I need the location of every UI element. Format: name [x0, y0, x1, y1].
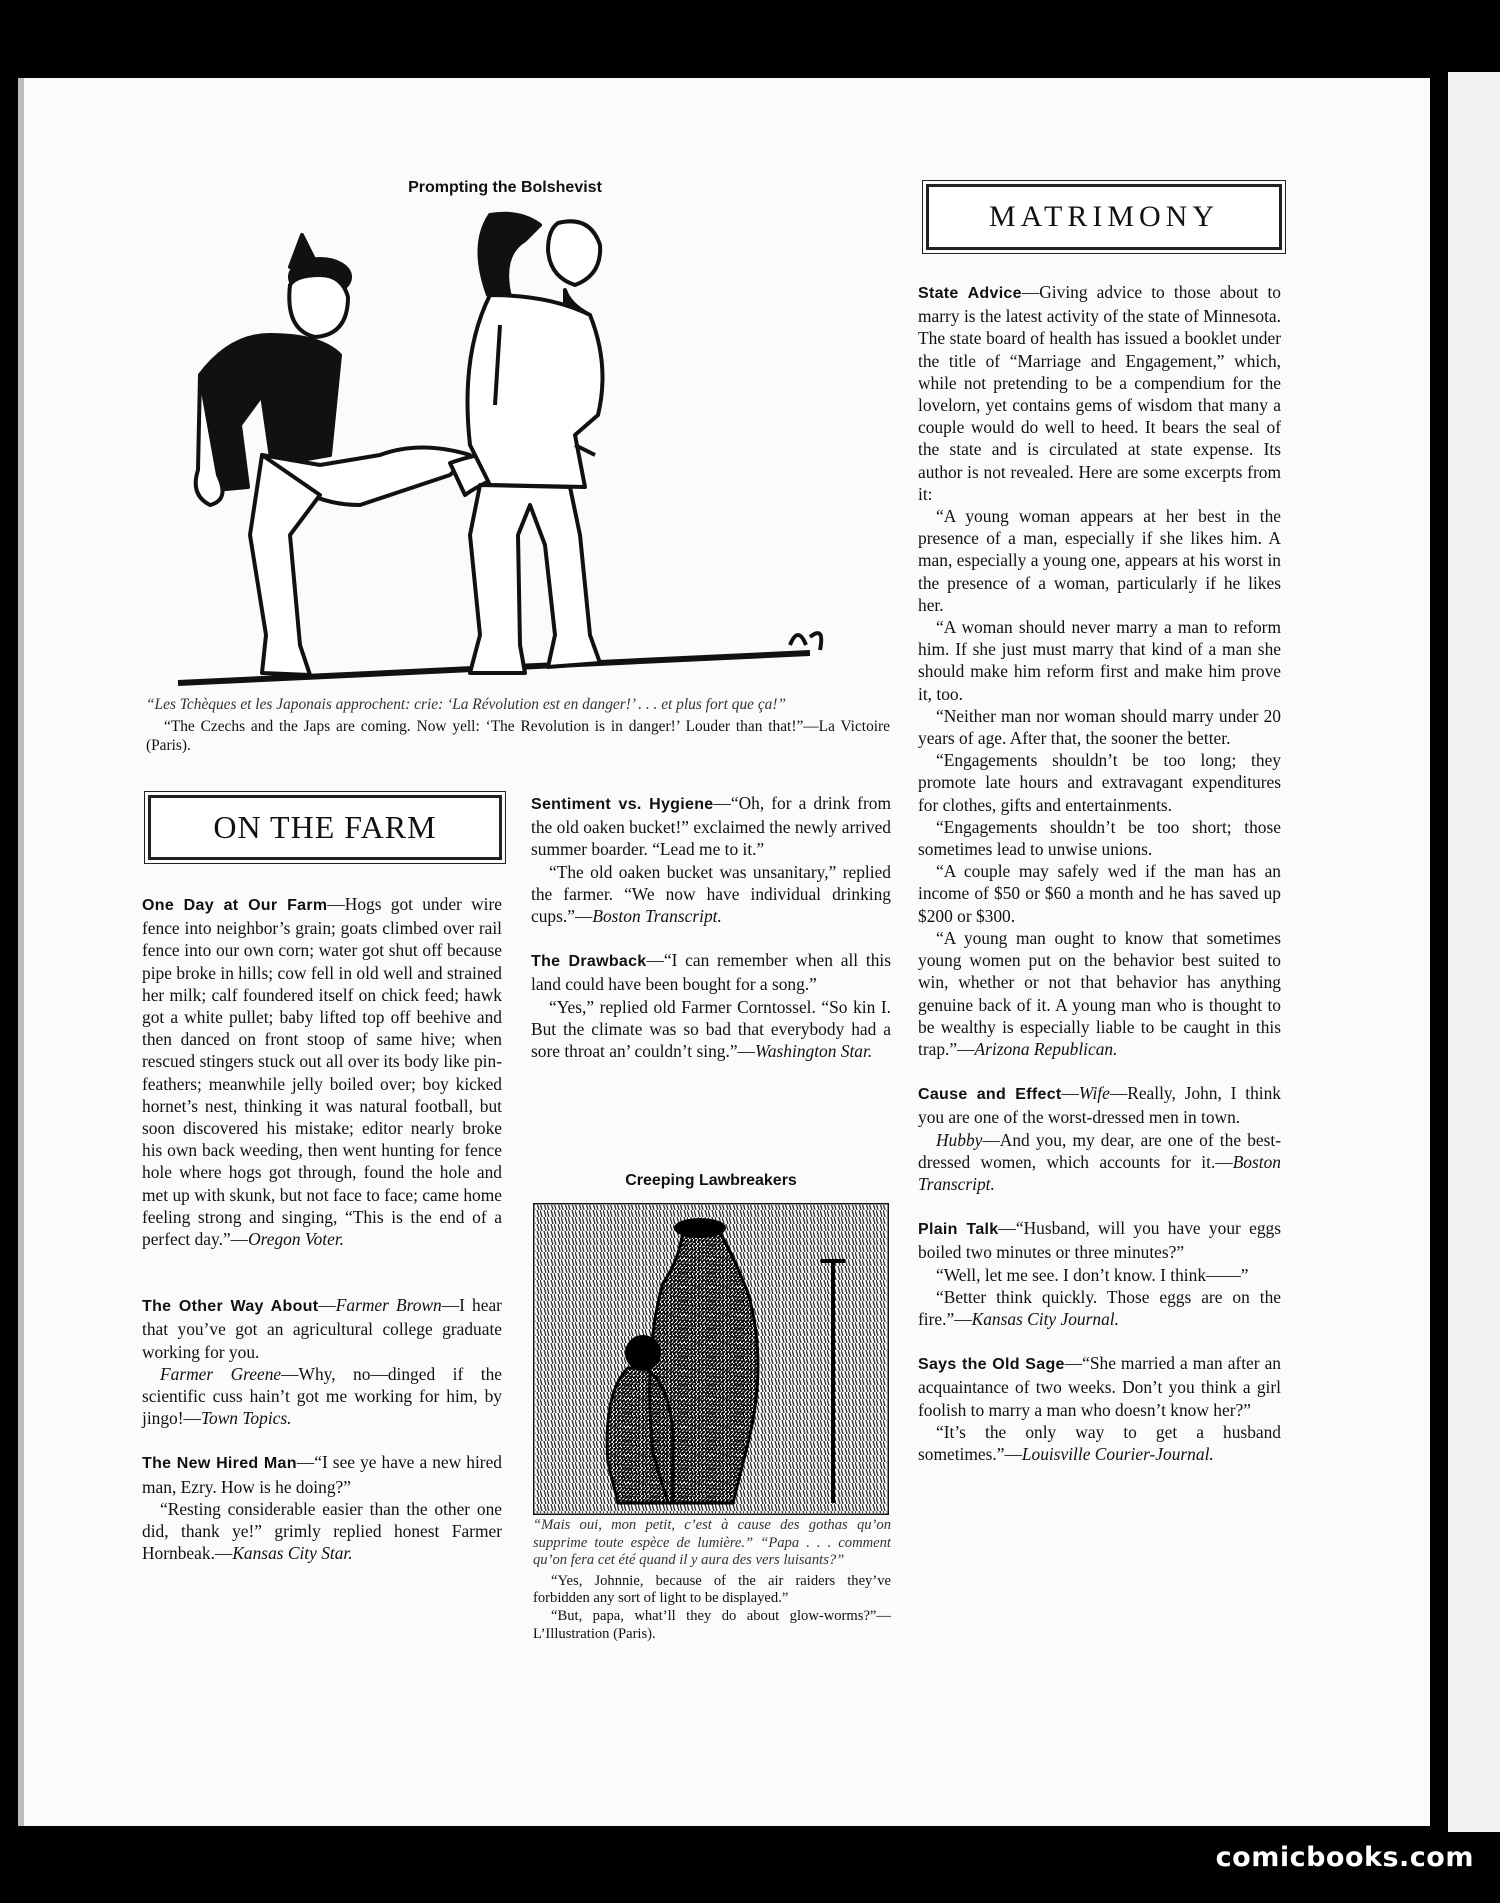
cartoon2-caption — [533, 1517, 891, 1643]
article-body: —Why, no—dinged if the scientific cuss hain’t got me working for him, by jingo!— — [142, 1363, 502, 1429]
article-source: Town Topics. — [200, 1408, 292, 1429]
article-body: —Really, John, I think you are one of the worst-dressed men in town. — [918, 1083, 1281, 1128]
article-the-new-hired-man — [142, 1451, 502, 1497]
article-paragraph — [142, 1363, 502, 1430]
article-heading: State Advice — [918, 285, 1022, 302]
article-heading: Says the Old Sage — [918, 1356, 1065, 1374]
quote-paragraph — [918, 927, 1281, 1060]
article-body: “A young man ought to know that sometimes young women put on the behavior best suited to win, whether or not that behavior has anything genuine back of it. A young man who is thought to be wealthy is especially liable to be caught in this trap.”— — [918, 927, 1281, 1059]
column-middle — [531, 792, 891, 1062]
cartoon2-caption-french: “Mais oui, mon petit, c’est à cause des gothas qu’on supprime toute espèce de lumière.” “Papa . . . comment qu’on fera cet été quand il y aura des vers luisants?” — [533, 1517, 891, 1569]
article-the-other-way-about: The Other Way About—Farmer Brown—I hear that you’ve got an agricultural college graduate working for you. — [142, 1295, 502, 1362]
article-source: Boston Transcript. — [918, 1151, 1281, 1194]
next-page-edge — [1440, 72, 1500, 1832]
speaker: Farmer Greene — [160, 1363, 282, 1384]
article-heading: Sentiment vs. Hygiene — [531, 796, 714, 813]
article-body: “Better think quickly. Those eggs are on the fire.”— — [918, 1286, 1281, 1329]
article-paragraph — [531, 861, 891, 928]
article-source: Washington Star. — [754, 1041, 873, 1062]
column-right — [918, 281, 1281, 1465]
article-paragraph — [918, 1129, 1281, 1196]
article-paragraph — [531, 996, 891, 1063]
cartoon2-caption-english-2: “But, papa, what’ll they do about glow-worms?”—L’Illustration (Paris). — [533, 1607, 891, 1642]
article-paragraph: “Well, let me see. I don’t know. I think——” — [936, 1264, 1249, 1285]
cartoon-creeping-lawbreakers-illustration — [533, 1203, 889, 1515]
speaker: Wife — [1078, 1083, 1110, 1104]
cartoon1-caption-english: “The Czechs and the Japs are coming. Now yell: ‘The Revolution is in danger!’ Louder than that!”—La Victoire (Paris). — [146, 718, 890, 754]
article-source: Arizona Republican. — [974, 1038, 1118, 1059]
article-paragraph — [918, 1421, 1281, 1465]
section-heading-on-the-farm — [148, 795, 502, 860]
article-says-the-old-sage — [918, 1352, 1281, 1421]
quote-paragraph: “A young woman appears at her best in the presence of a man, especially if she likes him. A man, especially a young one, appears at his worst in the presence of a woman, particularly if he likes her. — [918, 506, 1281, 615]
quote-paragraph: “Engagements shouldn’t be too long; they promote late hours and extravagant expenditures for clothes, gifts and entertainments. — [918, 750, 1281, 815]
quote-paragraph: “Neither man nor woman should marry under 20 years of age. After that, the sooner the better. — [918, 705, 1281, 749]
article-body: “It’s the only way to get a husband sometimes.”— — [918, 1421, 1281, 1464]
quote-paragraph: “A woman should never marry a man to reform him. If she just must marry that kind of a man she should make him reform first and make him prove it, too. — [918, 617, 1281, 704]
section-heading-on-the-farm-text: ON THE FARM — [213, 809, 437, 845]
speaker: Hubby — [936, 1129, 983, 1150]
section-heading-matrimony — [926, 184, 1282, 250]
article-heading: The Other Way About — [142, 1298, 319, 1316]
article-heading: The New Hired Man — [142, 1455, 297, 1473]
artist-signature — [790, 633, 821, 650]
site-watermark: comicbooks.com — [1215, 1842, 1474, 1873]
article-source: Kansas City Journal. — [971, 1308, 1119, 1329]
cartoon-bolshevist-illustration — [170, 205, 890, 695]
article-source: Oregon Voter. — [248, 1229, 345, 1250]
article-sentiment-vs-hygiene — [531, 792, 891, 861]
article-body: —“I can remember when all this land could have been bought for a song.” — [531, 950, 891, 995]
article-body: —Giving advice to those about to marry is the latest activity of the state of Minnesota. The state board of health has issued a booklet under the title of “Marriage and Engagement,” which, while not pretending to be a compendium for the lovelorn, yet contains gems of wisdom that many a couple would do well to heed. It bears the seal of the state and is circulated at state expense. Its author is not revealed. Here are some excerpts from it: — [918, 282, 1282, 504]
article-body: “Yes,” replied old Farmer Corntossel. “So kin I. But the climate was so bad that everybody had a sore throat an’ couldn’t sing.”— — [531, 996, 891, 1062]
article-heading: Cause and Effect — [918, 1086, 1062, 1104]
article-body: “The old oaken bucket was unsanitary,” replied the farmer. “We now have individual drinking cups.”— — [531, 861, 891, 927]
article-plain-talk — [918, 1217, 1281, 1263]
article-source: Kansas City Star. — [232, 1543, 353, 1564]
article-state-advice — [918, 281, 1281, 505]
article-heading: Plain Talk — [918, 1221, 999, 1239]
article-source: Louisville Courier-Journal. — [1021, 1443, 1214, 1464]
article-body: —Hogs got under wire fence into neighbor’s grain; goats climbed over rail fence into our own corn; water got shut off because pipe broke in hills; cow fell in old well and strained her milk; calf foundered itself on chick feed; hawk got a white pullet; baby lifted top off beehive and then danced on front stoop of same hive; when rescued stingers stuck out all over its body like pin-feathers; meanwhile jelly boiled over; boy kicked hornet’s nest, thinking it was natural football, but soon discovered his mistake; editor nearly broke his own back weeding, then went hunting for fence hole where hogs got through, found the hole and met up with skunk, but not face to face; came home feeling strong and singing, “This is the end of a perfect day.”— — [142, 894, 502, 1250]
article-body: —I hear that you’ve got an agricultural college graduate working for you. — [142, 1295, 502, 1362]
quote-paragraph: “A couple may safely wed if the man has an income of $50 or $60 a month and he has saved up $200 or $300. — [918, 861, 1281, 926]
article-body: —And you, my dear, are one of the best-dressed women, which accounts for it.— — [918, 1129, 1281, 1172]
cartoon-title-creeping-lawbreakers: Creeping Lawbreakers — [625, 1172, 797, 1189]
article-the-drawback — [531, 949, 891, 995]
cartoon-title-bolshevist: Prompting the Bolshevist — [408, 179, 602, 196]
article-cause-and-effect: Cause and Effect—Wife—Really, John, I think you are one of the worst-dressed men in town. — [918, 1083, 1281, 1128]
cartoon1-caption — [146, 695, 890, 755]
article-paragraph — [918, 1286, 1281, 1330]
article-one-day-at-our-farm — [142, 893, 502, 1250]
quote-paragraph: “Engagements shouldn’t be too short; those sometimes lead to unwise unions. — [918, 816, 1281, 860]
article-body: —“Oh, for a drink from the old oaken bucket!” exclaimed the newly arrived summer boarder. “Lead me to it.” — [531, 793, 891, 860]
article-source: Boston Transcript. — [592, 906, 722, 927]
article-body: —“I see ye have a new hired man, Ezry. How is he doing?” — [142, 1452, 503, 1497]
article-body: —“Husband, will you have your eggs boiled two minutes or three minutes?” — [918, 1218, 1281, 1263]
article-paragraph — [142, 1498, 502, 1565]
article-body: “Resting considerable easier than the other one did, thank ye!” grimly replied honest Farmer Hornbeak.— — [142, 1498, 502, 1564]
article-body: —“She married a man after an acquaintance of two weeks. Don’t you think a girl foolish to marry a man who doesn’t know her?” — [918, 1353, 1281, 1420]
cartoon2-caption-english-1: “Yes, Johnnie, because of the air raiders they’ve forbidden any sort of light to be displayed.” — [533, 1572, 891, 1607]
cartoon1-caption-french: “Les Tchèques et les Japonais approchent: crie: ‘La Révolution est en danger!’ . . . et plus fort que ça!” — [146, 696, 787, 713]
section-heading-matrimony-text: MATRIMONY — [988, 200, 1219, 233]
bolshevist-figure — [468, 214, 603, 673]
column-left — [142, 893, 502, 1564]
article-heading: The Drawback — [531, 953, 647, 971]
article-heading: One Day at Our Farm — [142, 897, 328, 914]
speaker: Farmer Brown — [335, 1295, 442, 1316]
